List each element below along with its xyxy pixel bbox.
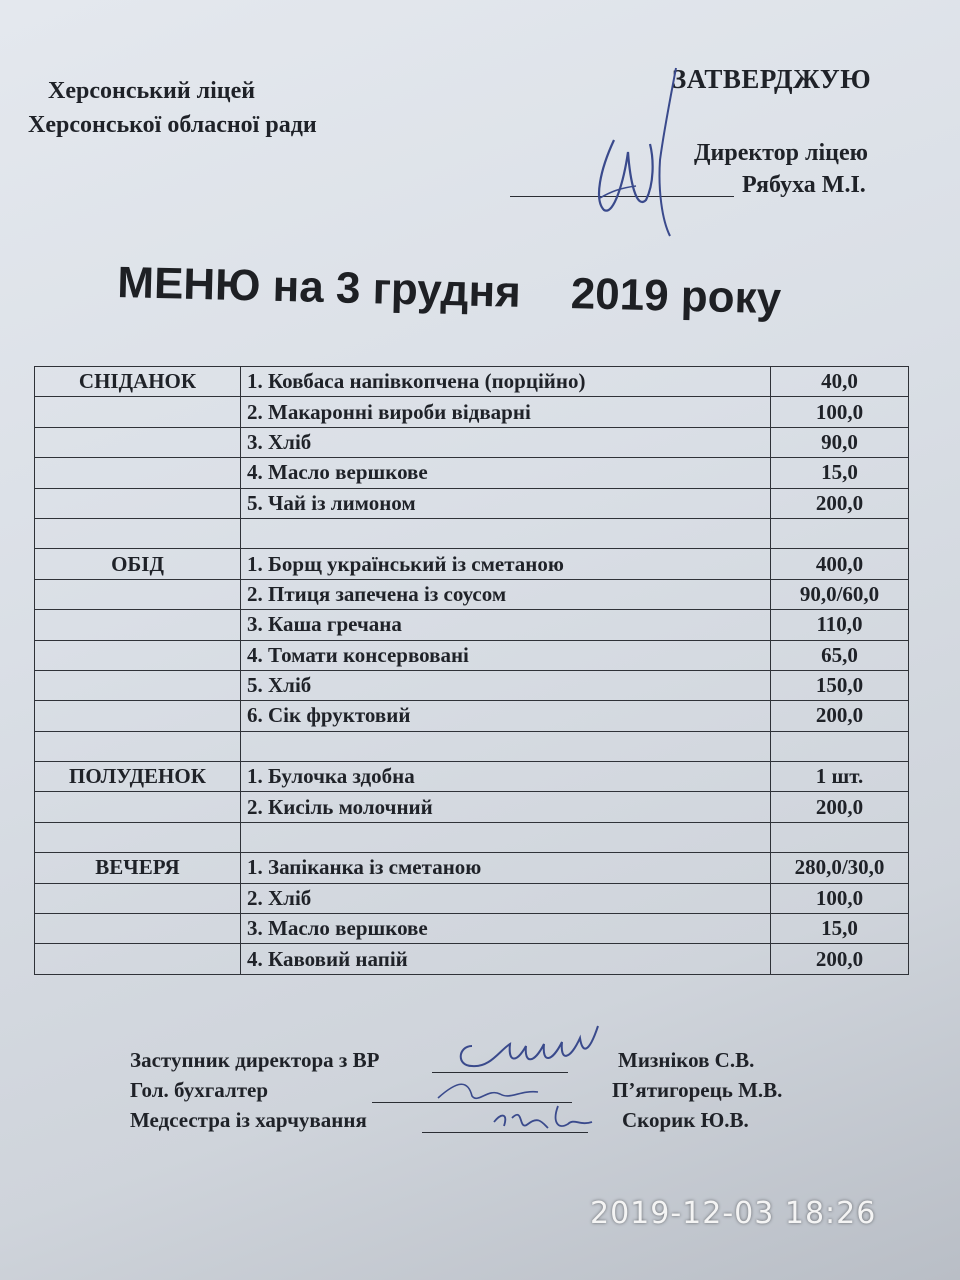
signature-role-deputy: Заступник директора з ВР bbox=[130, 1048, 380, 1072]
meal-cell bbox=[35, 640, 241, 670]
amount-cell: 400,0 bbox=[771, 549, 909, 579]
amount-cell: 1 шт. bbox=[771, 762, 909, 792]
meal-cell bbox=[35, 914, 241, 944]
amount-cell: 15,0 bbox=[771, 458, 909, 488]
signature-role-nurse: Медсестра із харчування bbox=[130, 1108, 367, 1132]
dish-cell: 3. Масло вершкове bbox=[241, 914, 771, 944]
amount-cell: 90,0/60,0 bbox=[771, 579, 909, 609]
table-row bbox=[35, 670, 909, 700]
meal-cell bbox=[35, 518, 241, 548]
menu-table bbox=[34, 366, 909, 975]
table-row bbox=[35, 458, 909, 488]
approval-position: Директор ліцею bbox=[694, 140, 868, 166]
dish-cell bbox=[241, 731, 771, 761]
dish-cell: 5. Хліб bbox=[241, 670, 771, 700]
table-row bbox=[35, 397, 909, 427]
meal-cell bbox=[35, 427, 241, 457]
dish-cell: 1. Борщ український із сметаною bbox=[241, 549, 771, 579]
meal-cell bbox=[35, 792, 241, 822]
approval-name: Рябуха М.І. bbox=[742, 172, 866, 198]
table-row bbox=[35, 944, 909, 974]
amount-cell: 110,0 bbox=[771, 610, 909, 640]
table-row bbox=[35, 822, 909, 852]
meal-cell bbox=[35, 397, 241, 427]
dish-cell: 2. Кисіль молочний bbox=[241, 792, 771, 822]
table-row bbox=[35, 488, 909, 518]
photo-timestamp: 2019-12-03 18:26 bbox=[590, 1196, 877, 1231]
dish-cell: 3. Хліб bbox=[241, 427, 771, 457]
table-row bbox=[35, 367, 909, 397]
dish-cell: 4. Кавовий напій bbox=[241, 944, 771, 974]
dish-cell: 1. Ковбаса напівкопчена (порційно) bbox=[241, 367, 771, 397]
dish-cell: 1. Булочка здобна bbox=[241, 762, 771, 792]
deputy-signature bbox=[450, 1016, 620, 1076]
meal-cell bbox=[35, 883, 241, 913]
meal-cell bbox=[35, 488, 241, 518]
meal-cell bbox=[35, 458, 241, 488]
table-row bbox=[35, 762, 909, 792]
meal-cell bbox=[35, 670, 241, 700]
menu-title-main: МЕНЮ на 3 грудня bbox=[116, 258, 522, 317]
menu-title bbox=[117, 258, 888, 327]
meal-cell: СНІДАНОК bbox=[35, 367, 241, 397]
amount-cell: 200,0 bbox=[771, 792, 909, 822]
org-name-line2: Херсонської обласної ради bbox=[28, 112, 317, 138]
dish-cell: 2. Макаронні вироби відварні bbox=[241, 397, 771, 427]
dish-cell: 4. Томати консервовані bbox=[241, 640, 771, 670]
signature-name-deputy: Мизніков С.В. bbox=[618, 1048, 755, 1072]
meal-cell: ВЕЧЕРЯ bbox=[35, 853, 241, 883]
table-row bbox=[35, 883, 909, 913]
amount-cell: 40,0 bbox=[771, 367, 909, 397]
dish-cell: 3. Каша гречана bbox=[241, 610, 771, 640]
org-name-line1: Херсонський ліцей bbox=[48, 78, 256, 104]
dish-cell: 1. Запіканка із сметаною bbox=[241, 853, 771, 883]
dish-cell: 5. Чай із лимоном bbox=[241, 488, 771, 518]
dish-cell: 6. Сік фруктовий bbox=[241, 701, 771, 731]
table-row bbox=[35, 853, 909, 883]
amount-cell: 150,0 bbox=[771, 670, 909, 700]
table-row bbox=[35, 427, 909, 457]
amount-cell: 200,0 bbox=[771, 944, 909, 974]
table-row bbox=[35, 640, 909, 670]
amount-cell: 65,0 bbox=[771, 640, 909, 670]
dish-cell: 4. Масло вершкове bbox=[241, 458, 771, 488]
table-row bbox=[35, 731, 909, 761]
table-row bbox=[35, 518, 909, 548]
amount-cell: 200,0 bbox=[771, 701, 909, 731]
amount-cell: 100,0 bbox=[771, 397, 909, 427]
menu-title-year: 2019 року bbox=[570, 269, 782, 324]
amount-cell: 280,0/30,0 bbox=[771, 853, 909, 883]
amount-cell bbox=[771, 731, 909, 761]
signature-role-accountant: Гол. бухгалтер bbox=[130, 1078, 269, 1102]
amount-cell bbox=[771, 518, 909, 548]
meal-cell bbox=[35, 822, 241, 852]
table-row bbox=[35, 701, 909, 731]
meal-cell bbox=[35, 579, 241, 609]
dish-cell: 2. Хліб bbox=[241, 883, 771, 913]
meal-cell bbox=[35, 731, 241, 761]
dish-cell bbox=[241, 518, 771, 548]
dish-cell: 2. Птиця запечена із соусом bbox=[241, 579, 771, 609]
amount-cell: 90,0 bbox=[771, 427, 909, 457]
table-row bbox=[35, 610, 909, 640]
dish-cell bbox=[241, 822, 771, 852]
director-signature bbox=[580, 60, 690, 240]
table-row bbox=[35, 792, 909, 822]
nurse-signature bbox=[488, 1092, 598, 1136]
meal-cell: ОБІД bbox=[35, 549, 241, 579]
meal-cell bbox=[35, 610, 241, 640]
approval-title: ЗАТВЕРДЖУЮ bbox=[672, 64, 872, 94]
amount-cell: 100,0 bbox=[771, 883, 909, 913]
amount-cell bbox=[771, 822, 909, 852]
table-row bbox=[35, 914, 909, 944]
meal-cell bbox=[35, 701, 241, 731]
meal-cell: ПОЛУДЕНОК bbox=[35, 762, 241, 792]
amount-cell: 15,0 bbox=[771, 914, 909, 944]
table-row bbox=[35, 549, 909, 579]
meal-cell bbox=[35, 944, 241, 974]
signature-name-accountant: П’ятигорець М.В. bbox=[612, 1078, 783, 1102]
table-row bbox=[35, 579, 909, 609]
signature-name-nurse: Скорик Ю.В. bbox=[622, 1108, 749, 1132]
amount-cell: 200,0 bbox=[771, 488, 909, 518]
